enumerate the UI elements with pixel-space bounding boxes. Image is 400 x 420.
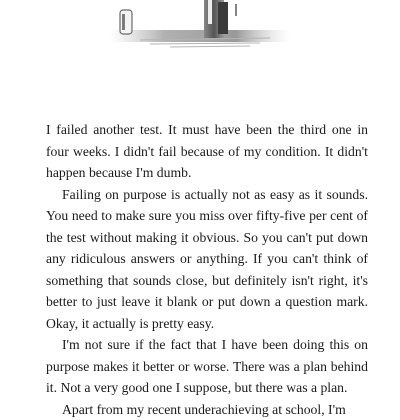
ground-shadow — [110, 30, 290, 42]
jar-left-shape — [120, 10, 132, 34]
central-object-highlight — [208, 0, 212, 24]
paragraph-2: Failing on purpose is actually not as easy as it sounds. You need to make sure you miss over fifty-five per cent of the test without making it obvious. So you can't put down any ridiculous answers or anything. If you can't think of something that sounds close, but definitely isn't right, it's better to just leave it blank or put down a question mark. Okay, it actually is pretty easy. — [46, 184, 368, 335]
paragraph-1: I failed another test. It must have been the third one in four weeks. I didn't fail because of my condition. It didn't happen because I'm dumb. — [46, 119, 368, 184]
paragraph-3: I'm not sure if the fact that I have been doing this on purpose makes it better or worse. There was a plan behind it. Not a very good one I suppose, but there was a plan. — [46, 334, 368, 399]
paragraph-4: Apart from my recent underachieving at school, I'm — [46, 399, 368, 420]
sketch-figure-illustration — [100, 0, 300, 62]
central-object-side — [218, 2, 228, 34]
body-text — [46, 119, 368, 420]
jar-left-highlight — [122, 14, 125, 30]
